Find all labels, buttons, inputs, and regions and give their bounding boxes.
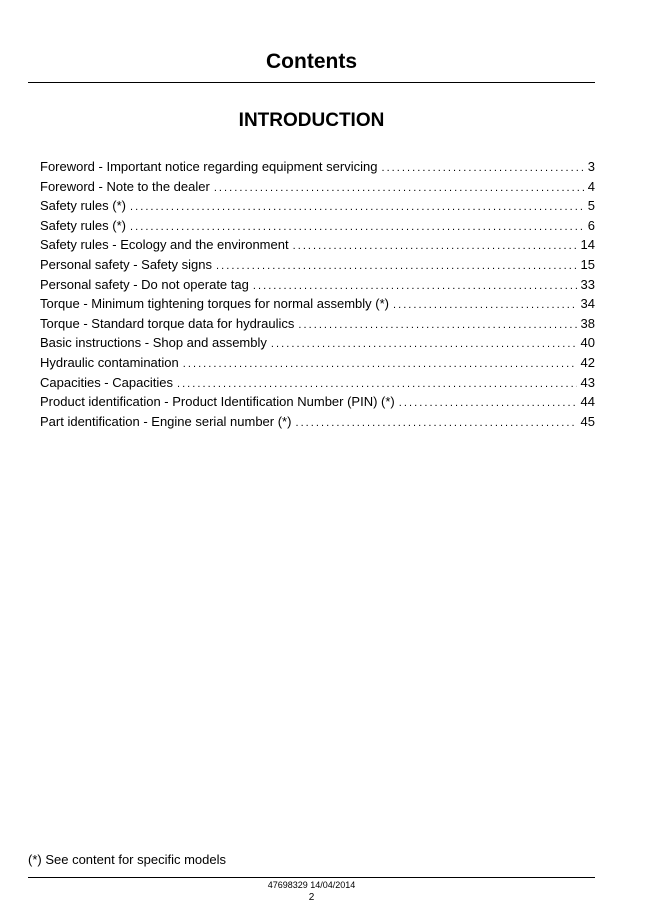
toc-entry-label[interactable]: Product identification - Product Identification Number (PIN) (*): [40, 394, 395, 410]
toc-entry-page[interactable]: 42: [580, 354, 595, 370]
toc-entry-torque-hydraulics[interactable]: [40, 314, 595, 334]
toc-entry-label[interactable]: Personal safety - Do not operate tag: [40, 276, 249, 292]
toc-entry-page[interactable]: 3: [587, 159, 595, 174]
page-title: Contents: [266, 50, 357, 73]
toc-entry-label[interactable]: Capacities - Capacities: [40, 374, 173, 390]
toc-dot-leader: [298, 316, 576, 334]
toc-entry-page[interactable]: 4: [587, 178, 595, 194]
section-heading: INTRODUCTION: [238, 110, 385, 131]
toc-entry-personal-safety-signs[interactable]: [40, 255, 595, 275]
toc-entry-page[interactable]: 5: [587, 198, 595, 214]
toc-dot-leader: [393, 296, 577, 314]
toc-dot-leader: [399, 394, 577, 412]
toc-entry-label[interactable]: Safety rules (*): [40, 198, 126, 214]
toc-entry-hydraulic-contamination[interactable]: [40, 353, 595, 373]
footer-divider: [28, 877, 595, 878]
toc-entry-label[interactable]: Basic instructions - Shop and assembly: [40, 335, 267, 351]
toc-dot-leader: [130, 198, 584, 216]
toc-dot-leader: [214, 179, 584, 197]
toc-entry-label[interactable]: Foreword - Note to the dealer: [40, 178, 210, 194]
toc-entry-product-identification[interactable]: [40, 392, 595, 412]
toc-entry-torque-minimum[interactable]: [40, 294, 595, 314]
toc-entry-foreword-note-dealer[interactable]: [40, 177, 595, 197]
toc-entry-label[interactable]: Safety rules - Ecology and the environment: [40, 237, 289, 253]
toc-entry-safety-rules-ecology[interactable]: [40, 235, 595, 255]
toc-entry-page[interactable]: 44: [580, 394, 595, 410]
toc-entry-label[interactable]: Hydraulic contamination: [40, 354, 179, 370]
toc-entry-label[interactable]: Foreword - Important notice regarding equipment servicing: [40, 159, 378, 174]
title-divider: [28, 82, 595, 83]
toc-entry-personal-safety-tag[interactable]: [40, 275, 595, 295]
toc-entry-label[interactable]: Part identification - Engine serial number (*): [40, 413, 292, 429]
footnote: (*) See content for specific models: [28, 852, 226, 867]
toc-dot-leader: [381, 159, 583, 177]
toc-entry-page[interactable]: 38: [580, 315, 595, 331]
toc-entry-page[interactable]: 34: [580, 296, 595, 312]
toc-entry-label[interactable]: Torque - Minimum tightening torques for normal assembly (*): [40, 296, 389, 312]
toc-dot-leader: [293, 237, 577, 255]
toc-entry-capacities[interactable]: [40, 373, 595, 393]
toc-entry-page[interactable]: 43: [580, 374, 595, 390]
toc-entry-page[interactable]: 45: [580, 413, 595, 429]
toc-dot-leader: [216, 257, 577, 275]
toc-entry-label[interactable]: Safety rules (*): [40, 217, 126, 233]
table-of-contents: [40, 157, 595, 431]
footer-document-ref: 47698329 14/04/2014: [267, 880, 356, 890]
toc-entry-safety-rules-1[interactable]: [40, 196, 595, 216]
toc-entry-safety-rules-2[interactable]: [40, 216, 595, 236]
toc-dot-leader: [177, 375, 577, 393]
toc-entry-part-identification[interactable]: [40, 412, 595, 432]
toc-entry-label[interactable]: Personal safety - Safety signs: [40, 256, 212, 272]
toc-dot-leader: [130, 218, 584, 236]
toc-dot-leader: [295, 414, 576, 432]
toc-entry-page[interactable]: 6: [587, 217, 595, 233]
toc-entry-basic-instructions[interactable]: [40, 333, 595, 353]
toc-entry-label[interactable]: Torque - Standard torque data for hydraulics: [40, 315, 295, 331]
footer-page-number: 2: [308, 892, 315, 903]
toc-dot-leader: [253, 277, 577, 295]
toc-dot-leader: [183, 355, 577, 373]
toc-entry-page[interactable]: 15: [580, 256, 595, 272]
toc-dot-leader: [271, 335, 577, 353]
toc-entry-page[interactable]: 14: [580, 237, 595, 253]
toc-entry-page[interactable]: 33: [580, 276, 595, 292]
toc-entry-foreword-important-notice[interactable]: [40, 157, 595, 177]
toc-entry-page[interactable]: 40: [580, 335, 595, 351]
